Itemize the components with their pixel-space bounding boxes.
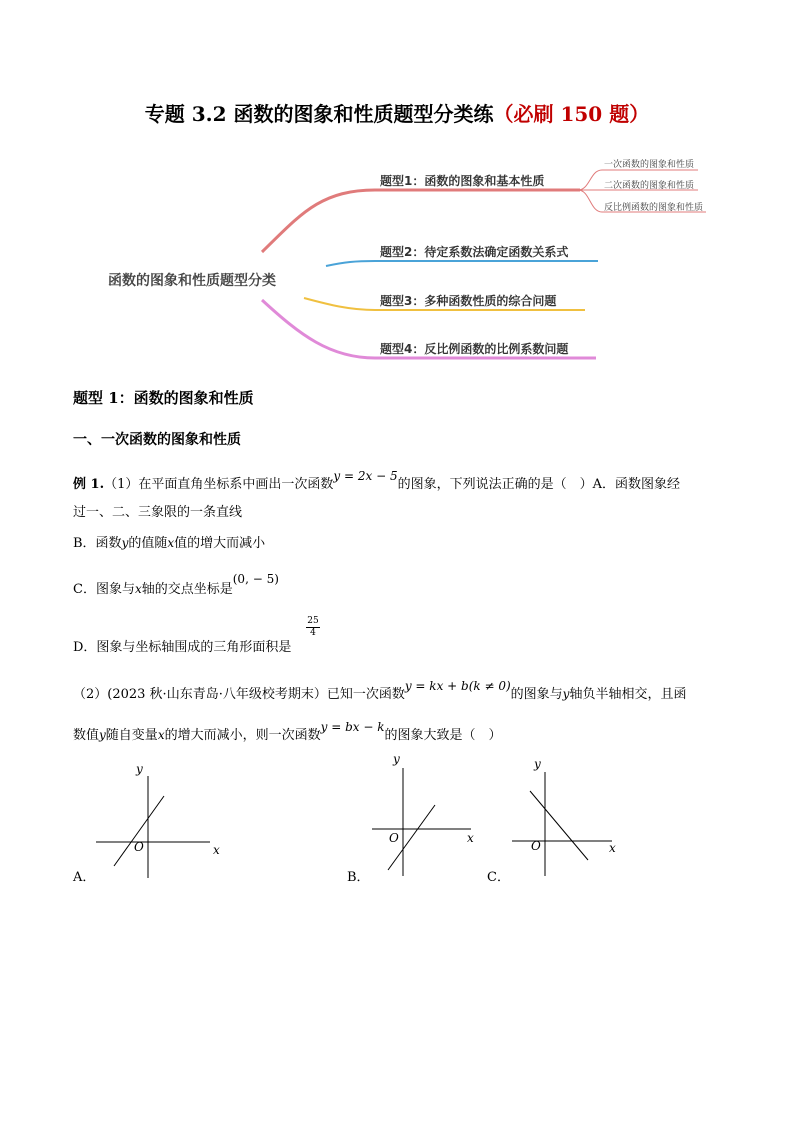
mindmap-child-3: 反比例函数的图象和性质 bbox=[604, 203, 704, 213]
example1-line2: 过一、二、三象限的一条直线 bbox=[73, 505, 243, 520]
graph-a-option: A． bbox=[73, 870, 96, 885]
graph-a-x-label: x bbox=[213, 843, 220, 857]
option-d: D．图象与坐标轴围成的三角形面积是 bbox=[73, 640, 292, 655]
graph-b-origin: O bbox=[389, 831, 399, 845]
graph-c bbox=[508, 758, 628, 882]
mindmap-branch-1: 题型1：函数的图象和基本性质 bbox=[380, 174, 545, 188]
graph-b-y-label: y bbox=[393, 752, 400, 766]
title-highlight: （必刷 150 题） bbox=[493, 102, 650, 126]
section-heading: 题型 1：函数的图象和性质 bbox=[73, 389, 254, 407]
section-subheading: 一、一次函数的图象和性质 bbox=[73, 432, 241, 448]
fraction-25-4: 25 4 bbox=[307, 616, 319, 638]
mindmap-branch-4: 题型4：反比例函数的比例系数问题 bbox=[380, 342, 569, 356]
formula-3: y = bx − k bbox=[320, 720, 385, 734]
graph-b bbox=[368, 758, 488, 882]
graph-b-x-label: x bbox=[467, 831, 474, 845]
graph-a-origin: O bbox=[134, 840, 144, 854]
formula-1: y = 2x − 5 bbox=[333, 469, 398, 483]
formula-2: y = kx + b(k ≠ 0) bbox=[404, 679, 511, 693]
graph-c-x-label: x bbox=[609, 841, 616, 855]
example1-line1: 例 1.（1）在平面直角坐标系中画出一次函数y = 2x − 5的图象，下列说法正确的是（ ）A．函数图象经 bbox=[73, 469, 680, 492]
example1-part2-line1: （2）(2023 秋·山东青岛·八年级校考期末）已知一次函数y = kx + b(k ≠ 0)的图象与y轴负半轴相交，且函 bbox=[73, 679, 687, 702]
mindmap-child-1: 一次函数的图象和性质 bbox=[604, 160, 695, 170]
option-b: B．函数y的值随x值的增大而减小 bbox=[73, 536, 266, 551]
mindmap-branch-2: 题型2：待定系数法确定函数关系式 bbox=[380, 245, 569, 259]
option-c: C．图象与x轴的交点坐标是(0, − 5) bbox=[73, 572, 279, 597]
graph-c-y-label: y bbox=[534, 757, 541, 771]
formula-point: (0, − 5) bbox=[232, 572, 279, 586]
graph-a bbox=[92, 758, 232, 882]
mindmap-center: 函数的图象和性质题型分类 bbox=[108, 273, 276, 289]
example1-label: 例 1. bbox=[73, 477, 105, 492]
mindmap-branch-3: 题型3：多种函数性质的综合问题 bbox=[380, 294, 557, 308]
graph-a-y-label: y bbox=[136, 762, 143, 776]
mindmap-child-2: 二次函数的图象和性质 bbox=[604, 181, 695, 191]
graph-c-origin: O bbox=[531, 839, 541, 853]
graph-c-option: C． bbox=[487, 870, 510, 885]
title-main: 专题 3.2 函数的图象和性质题型分类练 bbox=[144, 102, 494, 126]
graph-a-line bbox=[114, 796, 164, 866]
example1-part2-line2: 数值y随自变量x的增大而减小，则一次函数y = bx − k的图象大致是（ ） bbox=[73, 720, 502, 743]
mindmap-branch-2-curve bbox=[326, 261, 598, 266]
graph-b-option: B． bbox=[347, 870, 370, 885]
